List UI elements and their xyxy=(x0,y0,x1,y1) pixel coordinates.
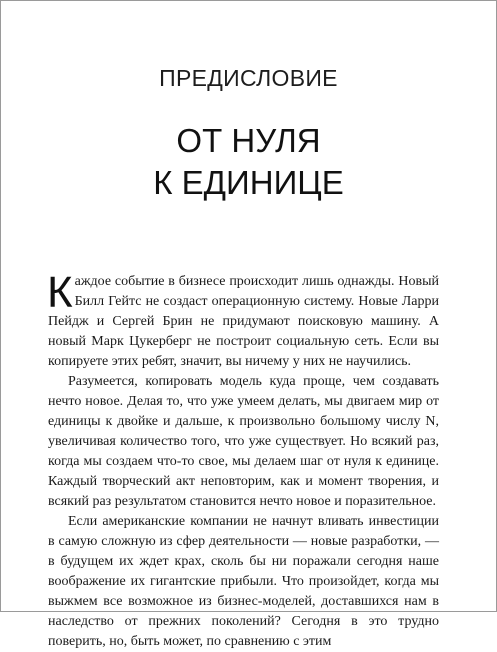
drop-cap: К xyxy=(47,268,73,317)
paragraph-3: Если американские компании не начнут вливать инвестиции в самую сложную из сфер деятельности — новые разработки, — в будущем их ждет крах, сколь бы ни поражали сегодня наше воображение их гигантские прибыли. Что произойдет, когда мы выжмем все возможное из бизнес-моделей, доставшихся нам в наследство от прежних поколений? Сегодня в это трудно поверить, но, быть может, по сравнению с этим xyxy=(48,514,439,649)
body-text xyxy=(47,268,439,652)
chapter-title xyxy=(1,120,496,204)
paragraph-1 xyxy=(47,268,439,372)
chapter-kicker: ПРЕДИСЛОВИЕ xyxy=(159,65,338,91)
paragraph-1-text: аждое событие в бизнесе происходит лишь однажды. Новый Билл Гейтс не создаст операционную систему. Новые Ларри Пейдж и Сергей Брин не придумают поисковую машину. А новый Марк Цукерберг не построит социальную сеть. Если вы копируете этих ребят, значит, вы ничему у них не научились. xyxy=(48,274,439,369)
paragraph-2: Разумеется, копировать модель куда проще, чем создавать нечто новое. Делая то, что уже умеем делать, мы двигаем мир от единицы к двойке и дальше, к произвольно большому числу N, увеличивая количество того, что уже существует. Но всякий раз, когда мы создаем что-то свое, мы делаем шаг от нуля к единице. Каждый творческий акт неповторим, как и момент творения, и всякий раз результатом становится нечто новое и поразительное. xyxy=(48,374,439,509)
chapter-title-line-1: ОТ НУЛЯ xyxy=(176,122,321,159)
chapter-title-line-2: К ЕДИНИЦЕ xyxy=(153,164,344,201)
